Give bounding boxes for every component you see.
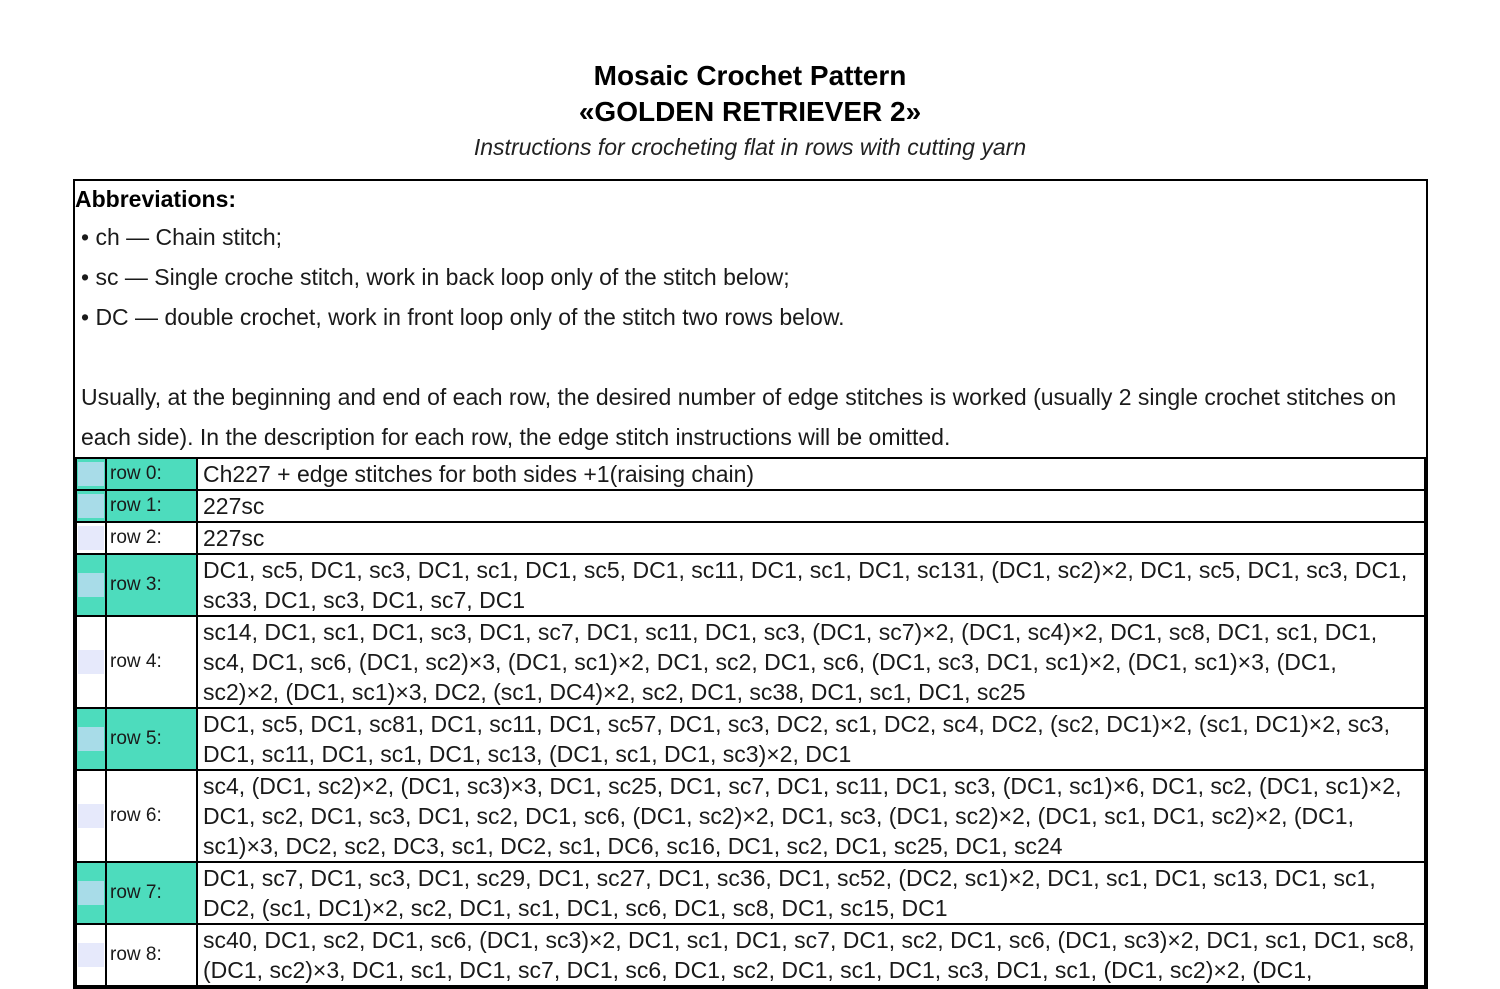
page-header xyxy=(0,58,1500,164)
abbreviations-heading: Abbreviations: xyxy=(75,186,237,212)
color-chip xyxy=(78,494,104,518)
pattern-document xyxy=(73,179,1428,989)
edge-stitch-note: Usually, at the beginning and end of each row, the desired number of edge stitches is worked (usually 2 single crochet stitches on each side). In the description for each row, the edge stitch instructions will be omitted. xyxy=(81,384,1397,450)
table-row xyxy=(76,554,1425,616)
row-color-swatch xyxy=(76,490,106,522)
color-chip xyxy=(78,573,104,597)
table-row xyxy=(76,770,1425,862)
table-row xyxy=(76,616,1425,708)
row-instructions: DC1, sc5, DC1, sc3, DC1, sc1, DC1, sc5, DC1, sc11, DC1, sc1, DC1, sc131, (DC1, sc2)×2, DC1, sc5, DC1, sc3, DC1, sc33, DC1, sc3, DC1, sc7, DC1 xyxy=(197,554,1425,616)
row-instructions: sc4, (DC1, sc2)×2, (DC1, sc3)×3, DC1, sc25, DC1, sc7, DC1, sc11, DC1, sc3, (DC1, sc1)×6, DC1, sc2, (DC1, sc1)×2, DC1, sc2, DC1, sc3, DC1, sc2, DC1, sc6, (DC1, sc2)×2, DC1, sc3, (DC1, sc2)×2, (DC1, sc1, DC1, sc2)×2, (DC1, sc1)×3, DC2, sc2, DC3, sc1, DC2, sc1, DC6, sc16, DC1, sc2, DC1, sc25, DC1, sc24 xyxy=(197,770,1425,862)
color-chip xyxy=(78,804,104,828)
row-label: row 1: xyxy=(106,490,197,522)
abbreviation-item: • sc — Single croche stitch, work in back loop only of the stitch below; xyxy=(81,264,790,290)
table-row xyxy=(76,862,1425,924)
row-color-swatch xyxy=(76,862,106,924)
color-chip xyxy=(78,462,104,486)
row-color-swatch xyxy=(76,924,106,986)
row-instructions: 227sc xyxy=(197,490,1425,522)
row-color-swatch xyxy=(76,522,106,554)
row-label: row 2: xyxy=(106,522,197,554)
color-chip xyxy=(78,526,104,550)
row-instructions: sc40, DC1, sc2, DC1, sc6, (DC1, sc3)×2, DC1, sc1, DC1, sc7, DC1, sc2, DC1, sc6, (DC1, sc3)×2, DC1, sc1, DC1, sc8, (DC1, sc2)×3, DC1, sc1, DC1, sc7, DC1, sc6, DC1, sc2, DC1, sc1, DC1, sc3, DC1, sc1, (DC1, sc2)×2, (DC1, xyxy=(197,924,1425,986)
row-label: row 0: xyxy=(106,458,197,490)
abbreviation-item: • DC — double crochet, work in front loop only of the stitch two rows below. xyxy=(81,304,845,330)
row-instructions: Ch227 + edge stitches for both sides +1(raising chain) xyxy=(197,458,1425,490)
row-color-swatch xyxy=(76,708,106,770)
table-row xyxy=(76,522,1425,554)
abbreviation-item: • ch — Chain stitch; xyxy=(81,224,283,250)
row-color-swatch xyxy=(76,458,106,490)
row-color-swatch xyxy=(76,616,106,708)
row-color-swatch xyxy=(76,554,106,616)
table-row xyxy=(76,708,1425,770)
row-label: row 3: xyxy=(106,554,197,616)
table-row xyxy=(76,458,1425,490)
color-chip xyxy=(78,881,104,905)
color-chip xyxy=(78,727,104,751)
pattern-name: «GOLDEN RETRIEVER 2» xyxy=(578,96,922,127)
page-title: Mosaic Crochet Pattern xyxy=(593,60,907,91)
row-instructions: sc14, DC1, sc1, DC1, sc3, DC1, sc7, DC1, sc11, DC1, sc3, (DC1, sc7)×2, (DC1, sc4)×2, DC1, sc8, DC1, sc1, DC1, sc4, DC1, sc6, (DC1, sc2)×3, (DC1, sc1)×2, DC1, sc2, DC1, sc6, (DC1, sc3, DC1, sc1)×2, (DC1, sc1)×3, (DC1, sc2)×2, (DC1, sc1)×3, DC2, (sc1, DC4)×2, sc2, DC1, sc38, DC1, sc1, DC1, sc25 xyxy=(197,616,1425,708)
row-color-swatch xyxy=(76,770,106,862)
row-instructions: DC1, sc7, DC1, sc3, DC1, sc29, DC1, sc27, DC1, sc36, DC1, sc52, (DC2, sc1)×2, DC1, sc1, DC1, sc13, DC1, sc1, DC2, (sc1, DC1)×2, sc2, DC1, sc1, DC1, sc6, DC1, sc8, DC1, sc15, DC1 xyxy=(197,862,1425,924)
row-instructions: DC1, sc5, DC1, sc81, DC1, sc11, DC1, sc57, DC1, sc3, DC2, sc1, DC2, sc4, DC2, (sc2, DC1)×2, (sc1, DC1)×2, sc3, DC1, sc11, DC1, sc1, DC1, sc13, (DC1, sc1, DC1, sc3)×2, DC1 xyxy=(197,708,1425,770)
table-row xyxy=(76,924,1425,986)
row-label: row 8: xyxy=(106,924,197,986)
abbreviations-section xyxy=(75,181,1426,457)
color-chip xyxy=(78,943,104,967)
row-instructions: 227sc xyxy=(197,522,1425,554)
table-row xyxy=(76,490,1425,522)
row-label: row 7: xyxy=(106,862,197,924)
color-chip xyxy=(78,650,104,674)
row-label: row 5: xyxy=(106,708,197,770)
rows-table xyxy=(75,457,1426,987)
row-label: row 6: xyxy=(106,770,197,862)
page-subtitle: Instructions for crocheting flat in rows with cutting yarn xyxy=(473,134,1027,160)
row-label: row 4: xyxy=(106,616,197,708)
